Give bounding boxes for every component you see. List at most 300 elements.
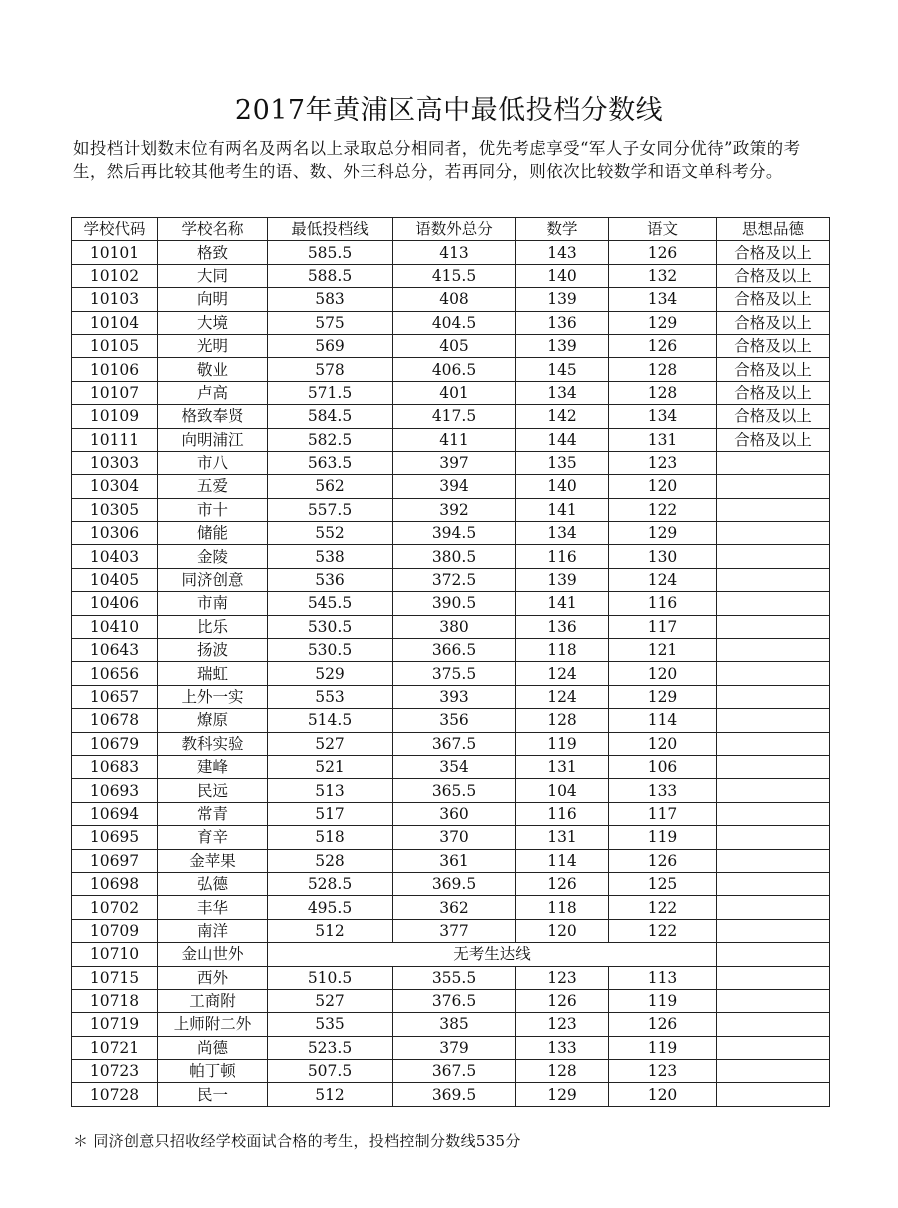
table-cell: 卢高 (158, 381, 268, 404)
table-row (72, 568, 830, 591)
table-cell: 562 (268, 475, 393, 498)
table-cell: 116 (516, 545, 609, 568)
table-cell (717, 451, 830, 474)
table-cell: 512 (268, 1083, 393, 1106)
table-row (72, 334, 830, 357)
table-cell: 10721 (72, 1036, 158, 1059)
table-cell: 538 (268, 545, 393, 568)
table-cell: 528.5 (268, 872, 393, 895)
table-cell: 114 (609, 709, 717, 732)
table-cell: 139 (516, 334, 609, 357)
table-cell: 125 (609, 872, 717, 895)
table-cell: 10678 (72, 709, 158, 732)
table-cell: 411 (393, 428, 516, 451)
table-cell: 131 (516, 826, 609, 849)
table-cell: 404.5 (393, 311, 516, 334)
table-cell: 113 (609, 966, 717, 989)
table-cell: 122 (609, 498, 717, 521)
table-cell: 376.5 (393, 989, 516, 1012)
table-cell: 413 (393, 241, 516, 264)
table-cell: 369.5 (393, 872, 516, 895)
table-cell: 354 (393, 755, 516, 778)
table-cell: 355.5 (393, 966, 516, 989)
table-row (72, 709, 830, 732)
table-cell: 133 (516, 1036, 609, 1059)
table-cell: 10103 (72, 288, 158, 311)
table-cell: 585.5 (268, 241, 393, 264)
table-cell: 10403 (72, 545, 158, 568)
table-cell: 120 (609, 732, 717, 755)
table-cell: 尚德 (158, 1036, 268, 1059)
column-header: 学校名称 (158, 218, 268, 241)
footnote: ＊ 同济创意只招收经学校面试合格的考生，投档控制分数线535分 (73, 1132, 521, 1150)
table-cell: 369.5 (393, 1083, 516, 1106)
table-cell: 530.5 (268, 615, 393, 638)
table-cell: 536 (268, 568, 393, 591)
table-body (72, 241, 830, 1106)
table-cell: 弘德 (158, 872, 268, 895)
table-cell: 527 (268, 989, 393, 1012)
table-cell (717, 989, 830, 1012)
table-row (72, 989, 830, 1012)
table-cell: 517 (268, 802, 393, 825)
table-row (72, 872, 830, 895)
table-cell: 合格及以上 (717, 334, 830, 357)
table-cell: 129 (609, 522, 717, 545)
table-header-row (72, 218, 830, 241)
table-row (72, 498, 830, 521)
table-cell: 10105 (72, 334, 158, 357)
table-cell: 408 (393, 288, 516, 311)
table-cell: 向明 (158, 288, 268, 311)
table-cell: 120 (516, 919, 609, 942)
column-header: 最低投档线 (268, 218, 393, 241)
table-cell: 124 (609, 568, 717, 591)
table-cell: 393 (393, 685, 516, 708)
table-row (72, 241, 830, 264)
table-cell: 529 (268, 662, 393, 685)
table-cell: 588.5 (268, 264, 393, 287)
table-cell (717, 896, 830, 919)
table-cell: 356 (393, 709, 516, 732)
column-header: 数学 (516, 218, 609, 241)
table-row (72, 405, 830, 428)
table-cell (717, 545, 830, 568)
table-cell: 130 (609, 545, 717, 568)
table-cell: 362 (393, 896, 516, 919)
table-cell: 140 (516, 264, 609, 287)
table-cell (717, 1060, 830, 1083)
table-row (72, 639, 830, 662)
no-qualified-note-cell: 无考生达线 (268, 943, 717, 966)
table-cell: 10106 (72, 358, 158, 381)
table-cell (717, 919, 830, 942)
table-cell: 瑞虹 (158, 662, 268, 685)
table-row (72, 428, 830, 451)
table-row (72, 732, 830, 755)
table-cell: 521 (268, 755, 393, 778)
table-cell: 124 (516, 662, 609, 685)
table-cell: 10697 (72, 849, 158, 872)
table-cell: 143 (516, 241, 609, 264)
table-cell: 金山世外 (158, 943, 268, 966)
table-cell: 金苹果 (158, 849, 268, 872)
table-cell: 379 (393, 1036, 516, 1059)
column-header: 语数外总分 (393, 218, 516, 241)
table-cell: 常青 (158, 802, 268, 825)
table-cell (717, 966, 830, 989)
table-cell: 123 (609, 451, 717, 474)
table-cell: 合格及以上 (717, 241, 830, 264)
table-cell: 139 (516, 568, 609, 591)
table-cell: 136 (516, 311, 609, 334)
table-cell: 132 (609, 264, 717, 287)
table-cell: 367.5 (393, 1060, 516, 1083)
table-cell: 361 (393, 849, 516, 872)
table-cell: 140 (516, 475, 609, 498)
table-cell: 119 (609, 1036, 717, 1059)
table-row (72, 1036, 830, 1059)
table-cell (717, 662, 830, 685)
table-cell: 129 (609, 685, 717, 708)
table-cell: 120 (609, 1083, 717, 1106)
table-cell: 10101 (72, 241, 158, 264)
table-cell: 10410 (72, 615, 158, 638)
table-row (72, 849, 830, 872)
table-cell: 394.5 (393, 522, 516, 545)
table-cell (717, 592, 830, 615)
table-cell: 134 (609, 288, 717, 311)
table-cell: 510.5 (268, 966, 393, 989)
table-cell: 建峰 (158, 755, 268, 778)
table-cell (717, 522, 830, 545)
table-cell: 合格及以上 (717, 288, 830, 311)
table-cell: 523.5 (268, 1036, 393, 1059)
score-table (71, 217, 830, 1107)
table-cell: 514.5 (268, 709, 393, 732)
table-cell: 578 (268, 358, 393, 381)
table-row (72, 522, 830, 545)
table-cell: 南洋 (158, 919, 268, 942)
table-cell: 合格及以上 (717, 405, 830, 428)
table-cell (717, 685, 830, 708)
table-cell: 教科实验 (158, 732, 268, 755)
table-cell: 557.5 (268, 498, 393, 521)
table-cell: 129 (516, 1083, 609, 1106)
table-row (72, 358, 830, 381)
table-cell: 10698 (72, 872, 158, 895)
table-cell: 民一 (158, 1083, 268, 1106)
table-cell (717, 709, 830, 732)
table-cell: 120 (609, 475, 717, 498)
table-cell: 131 (609, 428, 717, 451)
table-cell: 134 (609, 405, 717, 428)
table-cell: 同济创意 (158, 568, 268, 591)
table-cell: 124 (516, 685, 609, 708)
table-cell: 139 (516, 288, 609, 311)
table-cell: 123 (516, 1013, 609, 1036)
intro-paragraph: 如投档计划数末位有两名及两名以上录取总分相同者，优先考虑享受“军人子女同分优待”政策的考生，然后再比较其他考生的语、数、外三科总分，若再同分，则依次比较数学和语文单科考分。 (73, 139, 801, 181)
table-cell: 10111 (72, 428, 158, 451)
table-row (72, 288, 830, 311)
table-cell: 10719 (72, 1013, 158, 1036)
table-cell: 135 (516, 451, 609, 474)
table-cell: 518 (268, 826, 393, 849)
table-row (72, 966, 830, 989)
table-row (72, 381, 830, 404)
table-cell (717, 615, 830, 638)
table-cell: 119 (609, 826, 717, 849)
table-cell: 128 (609, 358, 717, 381)
table-cell: 大同 (158, 264, 268, 287)
table-cell: 360 (393, 802, 516, 825)
table-cell: 401 (393, 381, 516, 404)
table-cell: 507.5 (268, 1060, 393, 1083)
table-cell: 合格及以上 (717, 264, 830, 287)
table-cell: 513 (268, 779, 393, 802)
table-cell: 123 (609, 1060, 717, 1083)
table-row (72, 802, 830, 825)
table-row (72, 662, 830, 685)
table-cell (717, 1013, 830, 1036)
table-cell (717, 943, 830, 966)
table-cell: 10656 (72, 662, 158, 685)
table-cell: 145 (516, 358, 609, 381)
table-row (72, 1013, 830, 1036)
table-cell: 142 (516, 405, 609, 428)
table-cell: 385 (393, 1013, 516, 1036)
table-row (72, 1060, 830, 1083)
page-title: 2017年黄浦区高中最低投档分数线 (234, 95, 664, 126)
table-cell: 10715 (72, 966, 158, 989)
table-cell: 扬波 (158, 639, 268, 662)
table-cell: 370 (393, 826, 516, 849)
table-cell: 553 (268, 685, 393, 708)
table-cell: 128 (516, 709, 609, 732)
table-cell: 市南 (158, 592, 268, 615)
table-cell: 10643 (72, 639, 158, 662)
table-cell: 丰华 (158, 896, 268, 919)
table-cell: 储能 (158, 522, 268, 545)
table-cell: 133 (609, 779, 717, 802)
table-cell (717, 475, 830, 498)
table-cell: 569 (268, 334, 393, 357)
table-cell: 上外一实 (158, 685, 268, 708)
table-cell: 燎原 (158, 709, 268, 732)
table-cell: 10709 (72, 919, 158, 942)
table-cell: 敬业 (158, 358, 268, 381)
table-cell: 市十 (158, 498, 268, 521)
table-row (72, 1083, 830, 1106)
table-cell: 392 (393, 498, 516, 521)
table-cell: 545.5 (268, 592, 393, 615)
table-cell: 563.5 (268, 451, 393, 474)
table-row (72, 592, 830, 615)
table-cell: 市八 (158, 451, 268, 474)
table-cell: 126 (609, 1013, 717, 1036)
table-cell: 104 (516, 779, 609, 802)
table-row (72, 755, 830, 778)
table-cell: 126 (516, 872, 609, 895)
table-row (72, 943, 830, 966)
table-cell: 合格及以上 (717, 381, 830, 404)
table-cell (717, 1083, 830, 1106)
table-cell: 大境 (158, 311, 268, 334)
table-cell (717, 802, 830, 825)
table-cell: 119 (609, 989, 717, 1012)
table-row (72, 615, 830, 638)
table-cell: 五爱 (158, 475, 268, 498)
table-cell: 金陵 (158, 545, 268, 568)
table-cell: 向明浦江 (158, 428, 268, 451)
table-cell (717, 755, 830, 778)
table-cell: 535 (268, 1013, 393, 1036)
table-row (72, 896, 830, 919)
table-cell: 10694 (72, 802, 158, 825)
table-cell: 495.5 (268, 896, 393, 919)
table-cell: 育辛 (158, 826, 268, 849)
table-cell: 比乐 (158, 615, 268, 638)
column-header: 思想品德 (717, 218, 830, 241)
table-row (72, 779, 830, 802)
table-cell: 114 (516, 849, 609, 872)
table-cell: 10710 (72, 943, 158, 966)
table-cell: 372.5 (393, 568, 516, 591)
table-cell: 工商附 (158, 989, 268, 1012)
table-cell: 10104 (72, 311, 158, 334)
table-row (72, 919, 830, 942)
table-cell: 合格及以上 (717, 358, 830, 381)
table-cell: 10695 (72, 826, 158, 849)
table-cell (717, 779, 830, 802)
table-cell: 116 (516, 802, 609, 825)
table-cell: 141 (516, 592, 609, 615)
table-cell: 530.5 (268, 639, 393, 662)
table-cell: 西外 (158, 966, 268, 989)
table-cell: 格致 (158, 241, 268, 264)
table-cell (717, 849, 830, 872)
column-header: 学校代码 (72, 218, 158, 241)
table-cell: 117 (609, 615, 717, 638)
table-cell: 格致奉贤 (158, 405, 268, 428)
table-cell: 380.5 (393, 545, 516, 568)
table-cell: 512 (268, 919, 393, 942)
table-row (72, 545, 830, 568)
table-cell: 527 (268, 732, 393, 755)
table-cell: 136 (516, 615, 609, 638)
table-cell: 10683 (72, 755, 158, 778)
table-cell: 118 (516, 896, 609, 919)
table-cell: 光明 (158, 334, 268, 357)
table-cell: 122 (609, 919, 717, 942)
table-cell: 上师附二外 (158, 1013, 268, 1036)
table-cell: 10728 (72, 1083, 158, 1106)
table-cell: 106 (609, 755, 717, 778)
table-cell: 120 (609, 662, 717, 685)
table-cell: 10723 (72, 1060, 158, 1083)
table-cell: 10679 (72, 732, 158, 755)
table-row (72, 451, 830, 474)
table-cell: 126 (609, 334, 717, 357)
table-cell: 583 (268, 288, 393, 311)
table-cell: 575 (268, 311, 393, 334)
table-cell: 民远 (158, 779, 268, 802)
table-cell: 367.5 (393, 732, 516, 755)
table-cell: 377 (393, 919, 516, 942)
table-cell: 380 (393, 615, 516, 638)
table-cell: 582.5 (268, 428, 393, 451)
table-cell: 10718 (72, 989, 158, 1012)
table-cell: 10305 (72, 498, 158, 521)
table-cell: 365.5 (393, 779, 516, 802)
table-cell (717, 498, 830, 521)
table-cell (717, 732, 830, 755)
table-cell: 128 (516, 1060, 609, 1083)
table-cell: 118 (516, 639, 609, 662)
table-cell (717, 872, 830, 895)
table-cell (717, 1036, 830, 1059)
table-cell: 584.5 (268, 405, 393, 428)
table-cell: 10107 (72, 381, 158, 404)
table-cell: 397 (393, 451, 516, 474)
table-cell: 10405 (72, 568, 158, 591)
table-cell: 10304 (72, 475, 158, 498)
table-cell: 415.5 (393, 264, 516, 287)
table-cell: 帕丁顿 (158, 1060, 268, 1083)
table-row (72, 826, 830, 849)
table-cell: 144 (516, 428, 609, 451)
table-cell (717, 639, 830, 662)
table-cell: 126 (516, 989, 609, 1012)
table-cell: 合格及以上 (717, 311, 830, 334)
table-cell (717, 568, 830, 591)
table-cell: 10693 (72, 779, 158, 802)
table-cell: 128 (609, 381, 717, 404)
table-cell: 394 (393, 475, 516, 498)
table-cell (717, 826, 830, 849)
table-cell: 134 (516, 522, 609, 545)
table-cell: 122 (609, 896, 717, 919)
table-cell: 417.5 (393, 405, 516, 428)
table-row (72, 264, 830, 287)
table-cell: 129 (609, 311, 717, 334)
column-header: 语文 (609, 218, 717, 241)
table-cell: 10702 (72, 896, 158, 919)
table-cell: 366.5 (393, 639, 516, 662)
table-cell: 571.5 (268, 381, 393, 404)
table-cell: 126 (609, 241, 717, 264)
table-cell: 10109 (72, 405, 158, 428)
table-cell: 10102 (72, 264, 158, 287)
table-cell: 528 (268, 849, 393, 872)
table-cell: 10306 (72, 522, 158, 545)
table-cell: 141 (516, 498, 609, 521)
table-row (72, 475, 830, 498)
table-row (72, 311, 830, 334)
table-cell: 10303 (72, 451, 158, 474)
table-cell: 390.5 (393, 592, 516, 615)
table-cell: 126 (609, 849, 717, 872)
table-cell: 121 (609, 639, 717, 662)
table-cell: 10657 (72, 685, 158, 708)
table-cell: 406.5 (393, 358, 516, 381)
table-cell: 123 (516, 966, 609, 989)
table-cell: 405 (393, 334, 516, 357)
table-cell: 552 (268, 522, 393, 545)
table-cell: 116 (609, 592, 717, 615)
table-cell: 134 (516, 381, 609, 404)
table-cell: 117 (609, 802, 717, 825)
